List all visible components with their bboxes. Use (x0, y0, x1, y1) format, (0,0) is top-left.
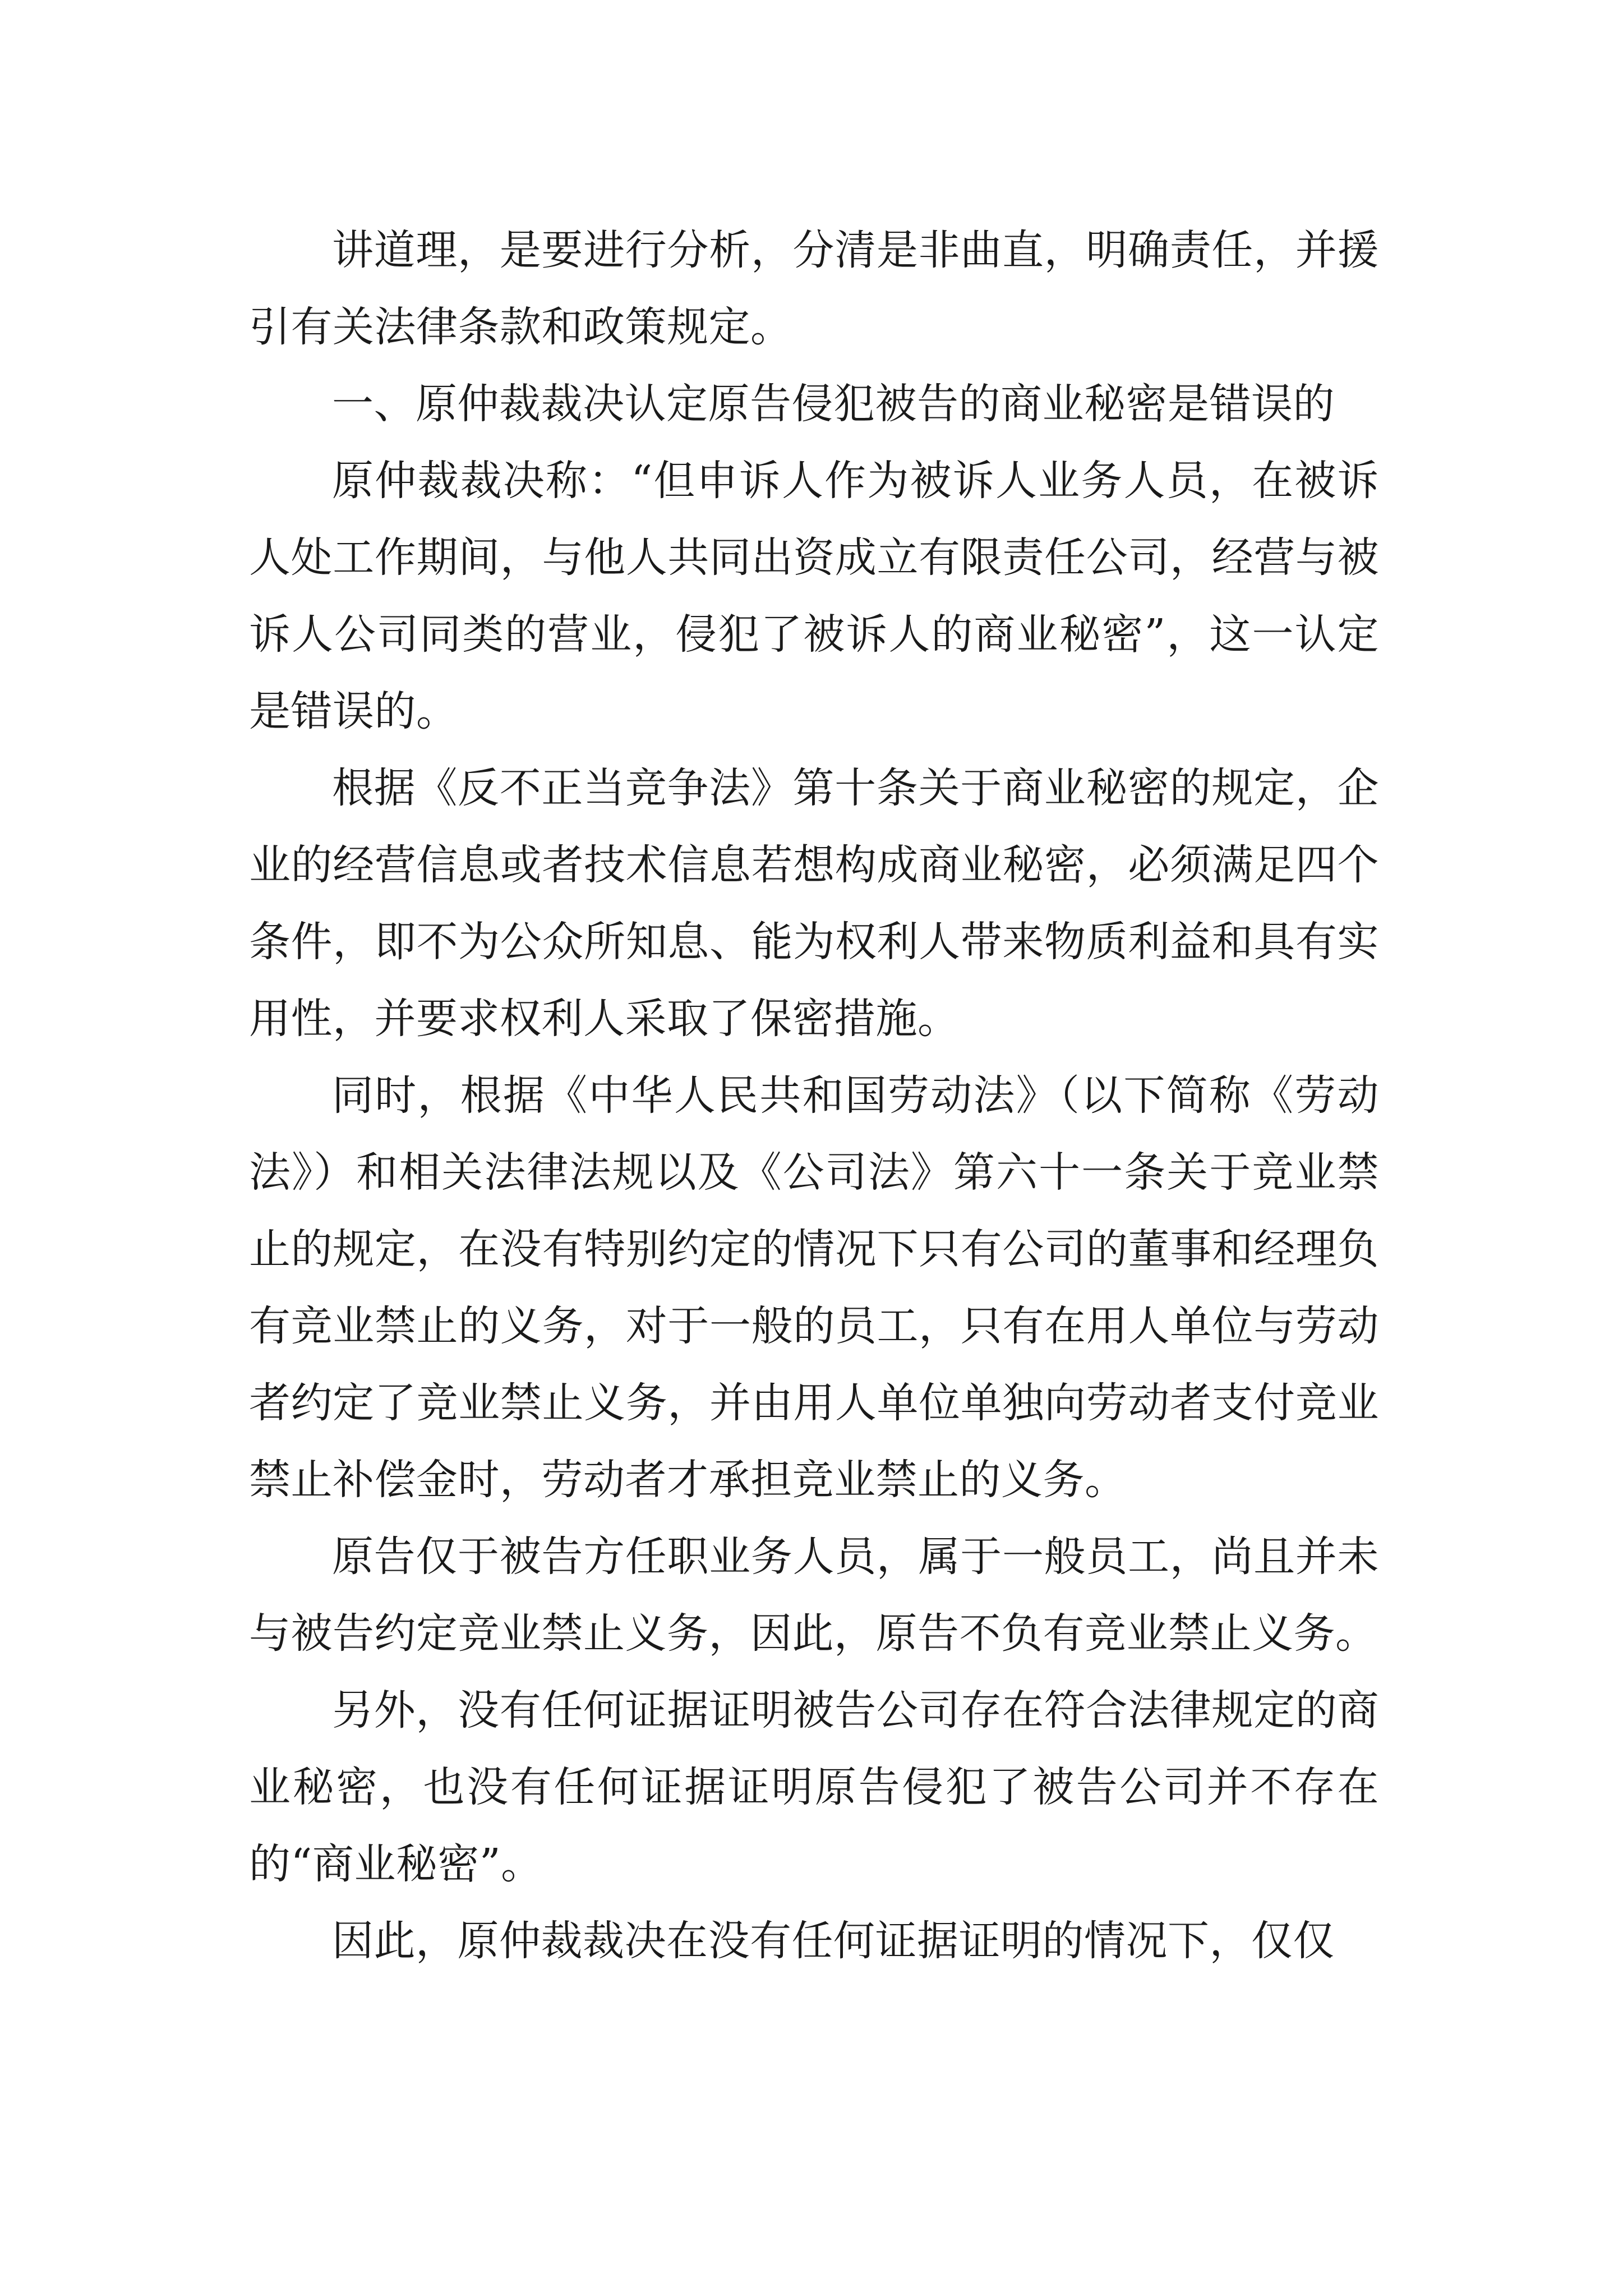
paragraph-trade-secret-law: 根据《反不正当竞争法》第十条关于商业秘密的规定，企业的经营信息或者技术信息若想构成商业秘密，必须满足四个条件，即不为公众所知息、能为权利人带来物质利益和具有实用性，并要求权利人采取了保密措施。 (249, 764, 1379, 1043)
paragraph-no-evidence: 另外，没有任何证据证明被告公司存在符合法律规定的商业秘密，也没有任何证据证明原告侵犯了被告公司并不存在的“商业秘密”。 (249, 1686, 1379, 1888)
paragraph-plaintiff-role: 原告仅于被告方任职业务人员，属于一般员工，尚且并未与被告约定竞业禁止义务，因此，原告不负有竞业禁止义务。 (249, 1533, 1379, 1658)
paragraph-labor-law: 同时，根据《中华人民共和国劳动法》（以下简称《劳动法》）和相关法律法规以及《公司法》第六十一条关于竞业禁止的规定，在没有特别约定的情况下只有公司的董事和经理负有竞业禁止的义务，对于一般的员工，只有在用人单位与劳动者约定了竞业禁止义务，并由用人单位单独向劳动者支付竞业禁止补偿金时，劳动者才承担竞业禁止的义务。 (249, 1071, 1379, 1504)
paragraph-conclusion-start: 因此，原仲裁裁决在没有任何证据证明的情况下，仅仅 (332, 1917, 1335, 1965)
paragraph-intro: 讲道理，是要进行分析，分清是非曲直，明确责任，并援引有关法律条款和政策规定。 (249, 226, 1379, 351)
paragraph-arbitration-quote: 原仲裁裁决称：“但申诉人作为被诉人业务人员，在被诉人处工作期间，与他人共同出资成立有限责任公司，经营与被诉人公司同类的营业，侵犯了被诉人的商业秘密”，这一认定是错误的。 (249, 457, 1379, 735)
document-body (249, 212, 1379, 1980)
section-heading: 一、原仲裁裁决认定原告侵犯被告的商业秘密是错误的 (332, 380, 1335, 428)
